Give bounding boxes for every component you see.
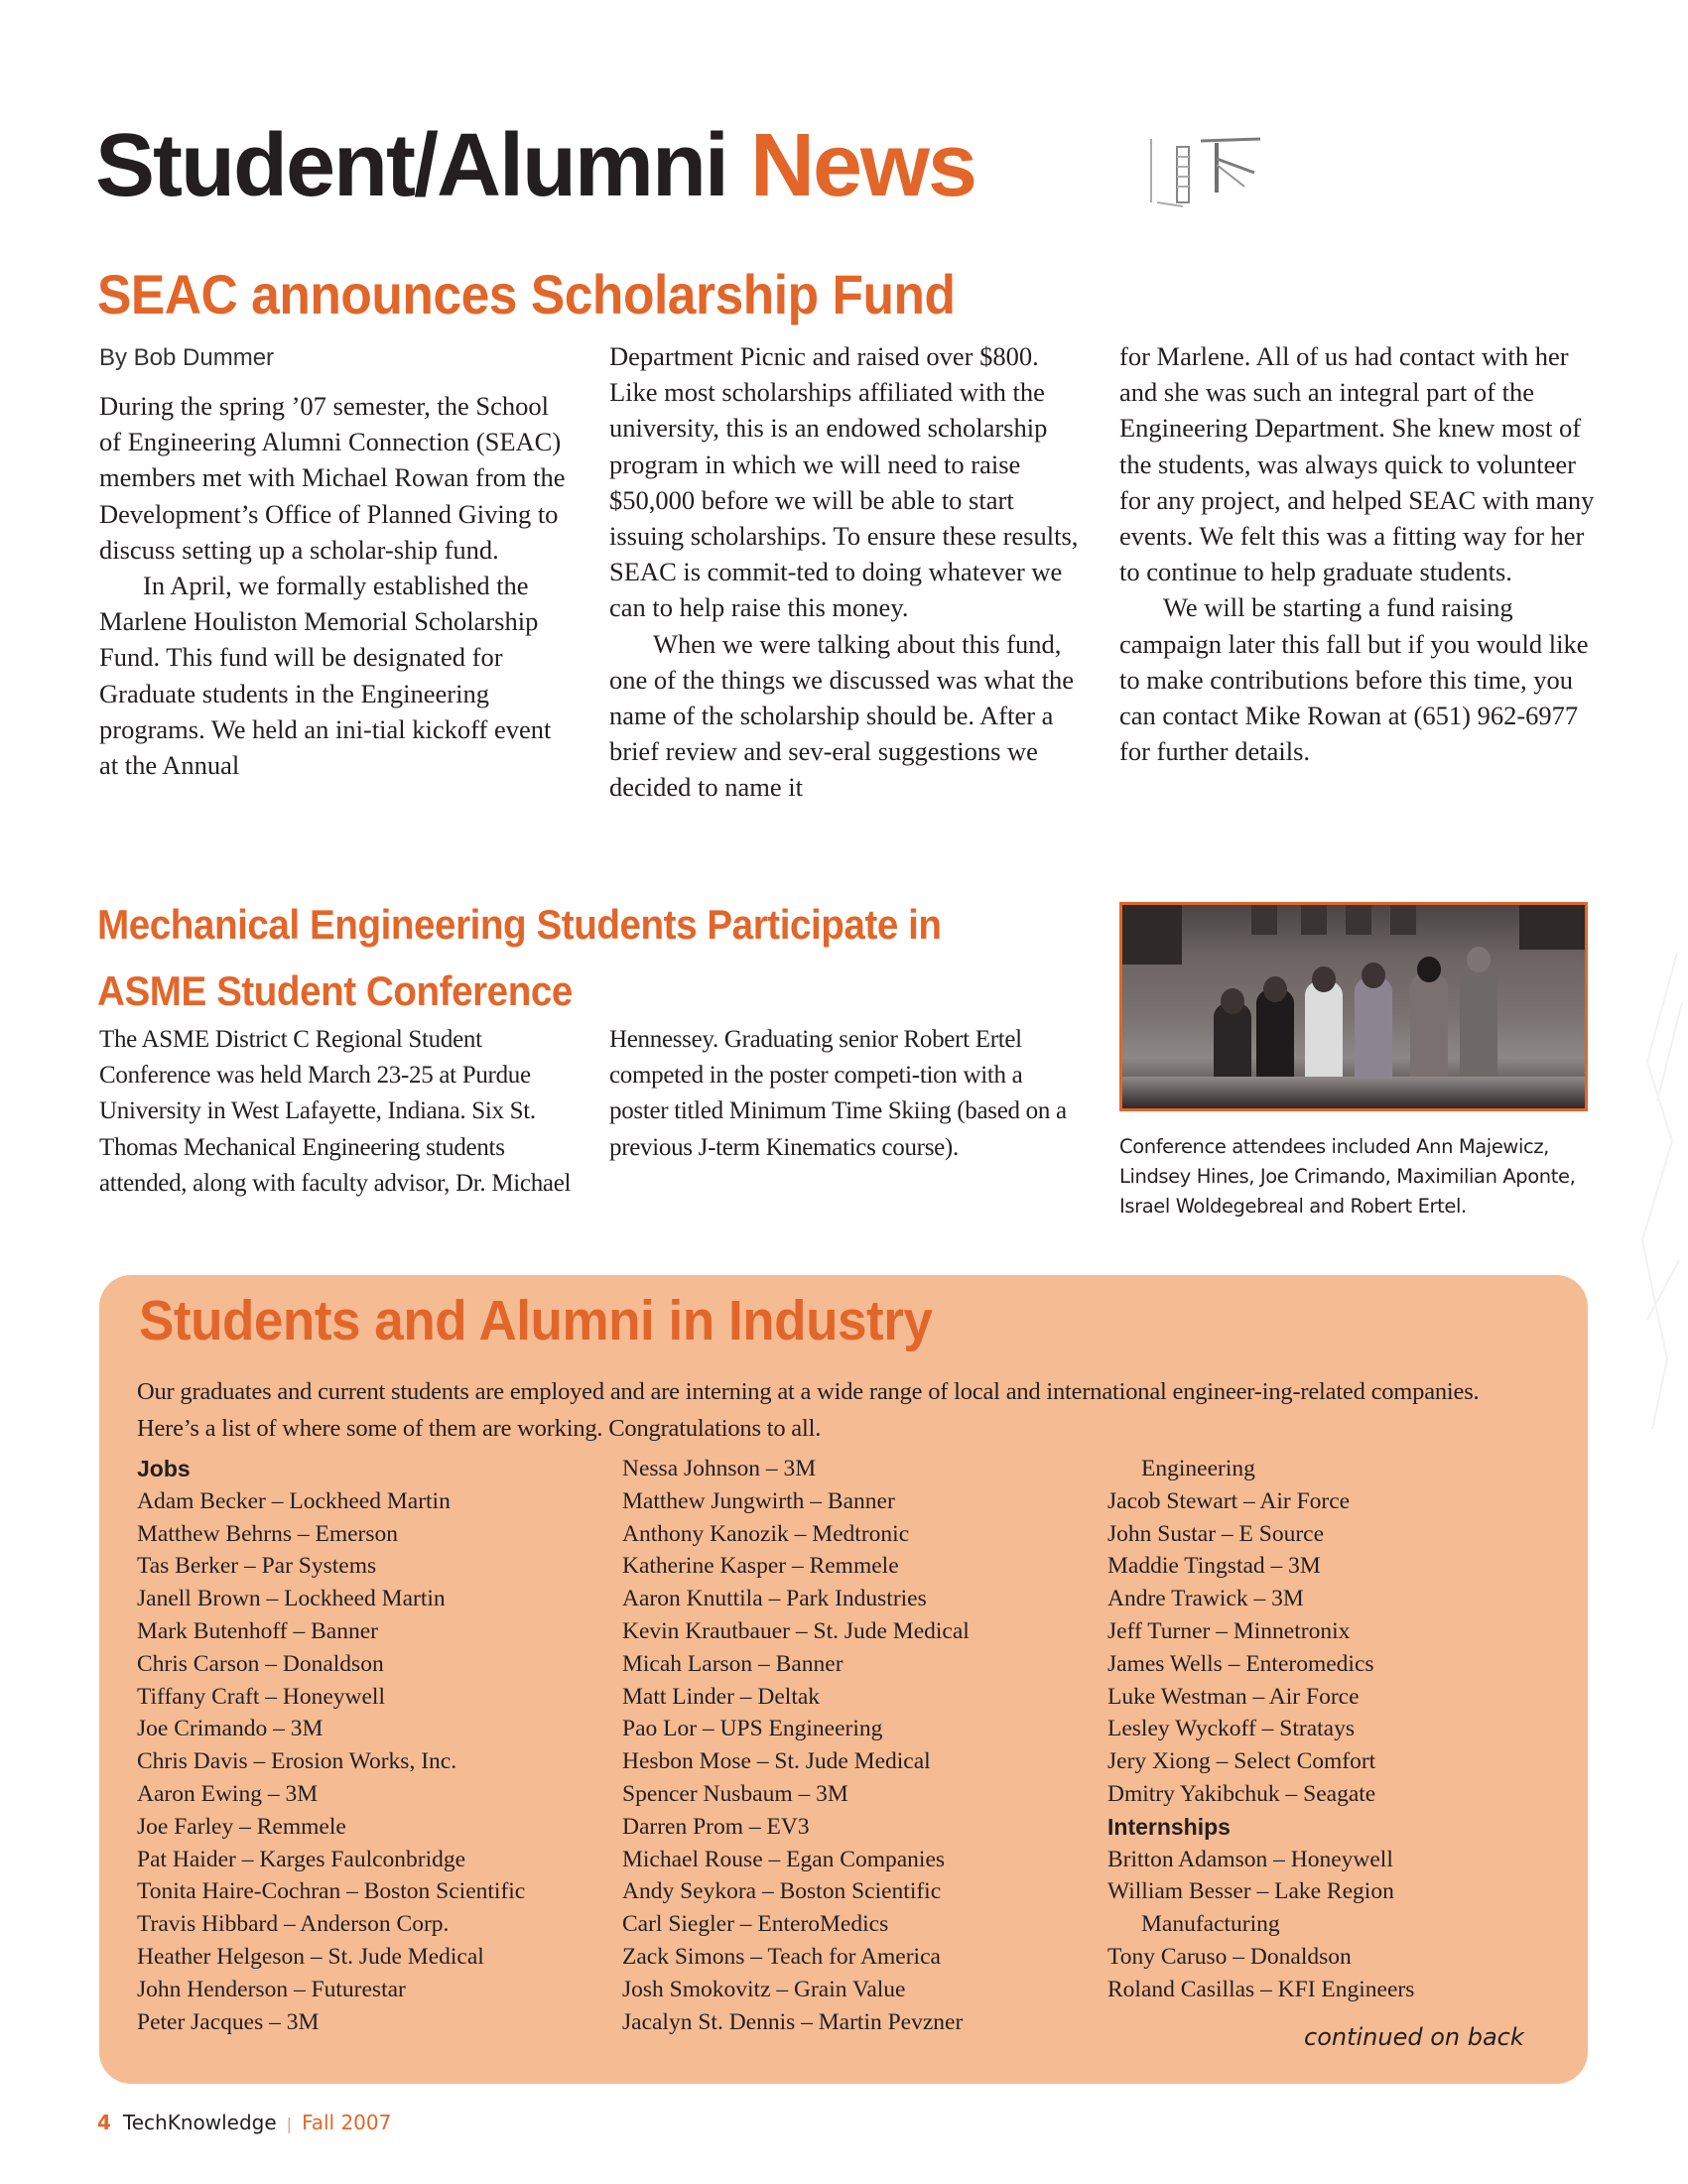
list-item-continuation: Manufacturing xyxy=(1141,1911,1280,1938)
page-number: 4 xyxy=(97,2111,111,2134)
page-title-main: Student/Alumni xyxy=(95,116,727,215)
list-item: Zack Simons – Teach for America xyxy=(622,1943,941,1970)
engineering-sketch-icon xyxy=(1143,131,1268,210)
paragraph: In April, we formally established the Marlene Houliston Memorial Scholarship Fund. This fund will be designated for Graduate students in the Engineering programs. We held an ini-tial kickoff event at the Annual xyxy=(99,571,552,781)
list-item: Lesley Wyckoff – Stratays xyxy=(1107,1716,1355,1742)
list-item: Josh Smokovitz – Grain Value xyxy=(622,1976,906,2002)
list-item: Chris Carson – Donaldson xyxy=(137,1650,384,1677)
seac-column-3 xyxy=(1119,338,1606,769)
list-item: Matthew Jungwirth – Banner xyxy=(622,1487,895,1514)
industry-list-column-1 xyxy=(137,1453,603,2038)
industry-intro: Our graduates and current students are employed and are interning at a wide range of local and international engineer-ing-related companies. Here’s a list of where some of them are working. Congratulations to all. xyxy=(137,1378,1480,1442)
list-item: Roland Casillas – KFI Engineers xyxy=(1107,1976,1415,2002)
list-item: James Wells – Enteromedics xyxy=(1107,1650,1374,1677)
continued-on-back: continued on back xyxy=(1304,2023,1524,2051)
jobs-subheading: Jobs xyxy=(137,1456,191,1481)
list-item: Jeff Turner – Minnetronix xyxy=(1107,1617,1351,1644)
list-item: Tonita Haire-Cochran – Boston Scientific xyxy=(137,1878,526,1905)
page-title-accent: News xyxy=(749,116,976,215)
list-item: Dmitry Yakibchuk – Seagate xyxy=(1107,1780,1376,1807)
list-item: Jacob Stewart – Air Force xyxy=(1107,1487,1351,1514)
list-item: John Sustar – E Source xyxy=(1107,1520,1325,1547)
list-item: Anthony Kanozik – Medtronic xyxy=(622,1520,910,1547)
seac-column-1 xyxy=(99,388,576,783)
list-item: Joe Farley – Remmele xyxy=(137,1813,346,1840)
list-item: Tony Caruso – Donaldson xyxy=(1107,1943,1352,1970)
paragraph: Department Picnic and raised over $800. Like most scholarships affiliated with the university, this is an endowed scholarship program in which we will need to raise $50,000 before we will be able to start issuing scholarships. To ensure these results, SEAC is commit-ted to doing whatever we can to help raise this money. xyxy=(609,341,1079,623)
list-item: Joe Crimando – 3M xyxy=(137,1716,324,1742)
list-item: Darren Prom – EV3 xyxy=(622,1813,810,1840)
list-item: Travis Hibbard – Anderson Corp. xyxy=(137,1911,450,1938)
seac-article-heading: SEAC announces Scholarship Fund xyxy=(97,263,956,325)
publication-name: TechKnowledge xyxy=(122,2111,277,2134)
footer-separator: | xyxy=(286,2115,293,2133)
list-item: Kevin Krautbauer – St. Jude Medical xyxy=(622,1617,970,1644)
list-item: Tas Berker – Par Systems xyxy=(137,1553,377,1580)
list-item-continuation: Engineering xyxy=(1141,1456,1255,1481)
paragraph: We will be starting a fund raising campaign later this fall but if you would like to make contributions before this time, you can contact Mike Rowan at (651) 962-6977 for further details. xyxy=(1119,592,1589,767)
list-item: Pao Lor – UPS Engineering xyxy=(622,1716,883,1742)
list-item: Andre Trawick – 3M xyxy=(1107,1586,1304,1612)
margin-sketch-decoration xyxy=(1627,943,1687,1439)
paragraph: During the spring ’07 semester, the School of Engineering Alumni Connection (SEAC) members met with Michael Rowan from the Development’s Office of Planned Giving to discuss setting up a scholar-ship fund. xyxy=(99,391,566,565)
list-item: Tiffany Craft – Honeywell xyxy=(137,1683,385,1710)
asme-heading-line-1: Mechanical Engineering Students Participate in xyxy=(97,901,942,948)
industry-heading: Students and Alumni in Industry xyxy=(139,1289,933,1352)
asme-column-1: The ASME District C Regional Student Conference was held March 23-25 at Purdue University in West Lafayette, Indiana. Six St. Thomas Mechanical Engineering students attended, along with faculty advisor, Dr. Michael xyxy=(99,1026,572,1197)
list-item: Pat Haider – Karges Faulconbridge xyxy=(137,1846,466,1872)
page-title xyxy=(95,111,975,220)
list-item: Andy Seykora – Boston Scientific xyxy=(622,1878,942,1905)
list-item: Katherine Kasper – Remmele xyxy=(622,1553,899,1580)
list-item: Luke Westman – Air Force xyxy=(1107,1683,1360,1710)
issue-date: Fall 2007 xyxy=(302,2111,392,2134)
list-item: Nessa Johnson – 3M xyxy=(622,1456,817,1481)
list-item: Aaron Knuttila – Park Industries xyxy=(622,1586,927,1612)
list-item: Aaron Ewing – 3M xyxy=(137,1780,319,1807)
page-footer xyxy=(97,2111,391,2134)
industry-list-column-2 xyxy=(622,1453,1089,2038)
list-item: Matthew Behrns – Emerson xyxy=(137,1520,399,1547)
photo-caption: Conference attendees included Ann Majewicz, Lindsey Hines, Joe Crimando, Maximilian Aponte, Israel Woldegebreal and Robert Ertel. xyxy=(1119,1135,1576,1218)
byline: By Bob Dummer xyxy=(99,344,275,371)
conference-photo xyxy=(1119,902,1588,1111)
list-item: Hesbon Mose – St. Jude Medical xyxy=(622,1748,931,1775)
list-item: Peter Jacques – 3M xyxy=(137,2008,320,2035)
list-item: Heather Helgeson – St. Jude Medical xyxy=(137,1943,484,1970)
internships-subheading: Internships xyxy=(1107,1813,1231,1840)
list-item: Chris Davis – Erosion Works, Inc. xyxy=(137,1748,457,1775)
list-item: William Besser – Lake Region xyxy=(1107,1878,1394,1905)
paragraph: for Marlene. All of us had contact with her and she was such an integral part of the Engineering Department. She knew most of the students, was always quick to volunteer for any project, and helped SEAC with many events. We felt this was a fitting way for her to continue to help graduate students. xyxy=(1119,341,1595,587)
list-item: Jery Xiong – Select Comfort xyxy=(1107,1748,1376,1775)
asme-column-2: Hennessey. Graduating senior Robert Ertel competed in the poster competi-tion with a poster titled Minimum Time Skiing (based on a previous J-term Kinematics course). xyxy=(609,1026,1067,1161)
asme-heading-line-2: ASME Student Conference xyxy=(97,967,573,1014)
list-item: John Henderson – Futurestar xyxy=(137,1976,406,2002)
list-item: Britton Adamson – Honeywell xyxy=(1107,1846,1393,1872)
list-item: Michael Rouse – Egan Companies xyxy=(622,1846,946,1872)
list-item: Jacalyn St. Dennis – Martin Pevzner xyxy=(622,2008,964,2035)
list-item: Adam Becker – Lockheed Martin xyxy=(137,1487,451,1514)
list-item: Mark Butenhoff – Banner xyxy=(137,1617,378,1644)
list-item: Spencer Nusbaum – 3M xyxy=(622,1780,848,1807)
industry-list-column-3 xyxy=(1107,1453,1574,2006)
list-item: Carl Siegler – EnteroMedics xyxy=(622,1911,889,1938)
list-item: Janell Brown – Lockheed Martin xyxy=(137,1586,446,1612)
asme-article-heading xyxy=(97,891,942,1024)
list-item: Matt Linder – Deltak xyxy=(622,1683,821,1710)
list-item: Micah Larson – Banner xyxy=(622,1650,844,1677)
paragraph: When we were talking about this fund, one of the things we discussed was what the name of the scholarship should be. After a brief review and sev-eral suggestions we decided to name it xyxy=(609,628,1075,803)
list-item: Maddie Tingstad – 3M xyxy=(1107,1553,1321,1580)
seac-column-2 xyxy=(609,338,1086,806)
